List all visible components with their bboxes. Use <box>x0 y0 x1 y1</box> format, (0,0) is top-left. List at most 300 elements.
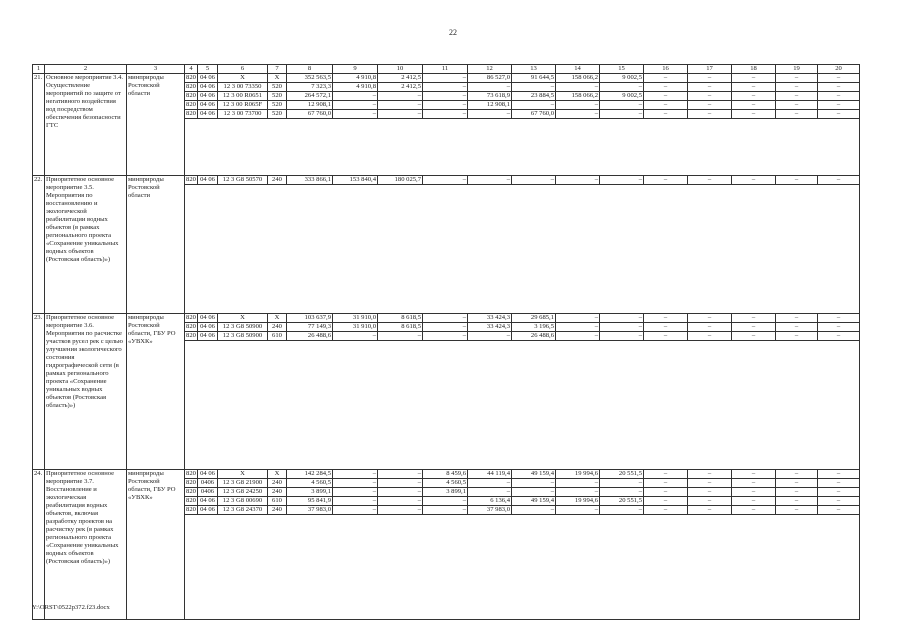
empty-filler-cell <box>185 595 860 603</box>
table-cell: 12 3 G8 50570 <box>218 176 268 185</box>
measure-name: Основное мероприятие 3.4. Осуществление мероприятий по защите от негативного воздействия вод посредством обеспечения безопасности ГТС <box>45 74 127 176</box>
table-cell: X <box>218 314 268 323</box>
column-header: 16 <box>644 65 688 74</box>
table-cell: 12 3 G8 00690 <box>218 497 268 506</box>
file-path-footer: Y:\ORST\0522p372.f23.docx <box>32 604 110 611</box>
table-cell: – <box>600 323 644 332</box>
table-cell: – <box>644 323 688 332</box>
row-number: 23. <box>33 314 45 470</box>
table-cell: 240 <box>268 323 287 332</box>
table-cell: – <box>468 83 512 92</box>
table-cell: – <box>600 479 644 488</box>
empty-filler-cell <box>185 241 860 249</box>
table-cell: 04 06 <box>198 506 218 515</box>
table-cell: 73 618,9 <box>468 92 512 101</box>
empty-filler-cell <box>185 127 860 135</box>
table-cell: 9 002,5 <box>600 92 644 101</box>
empty-filler-cell <box>185 579 860 587</box>
table-cell: – <box>688 83 732 92</box>
empty-filler-cell <box>185 405 860 413</box>
table-cell: 240 <box>268 488 287 497</box>
table-cell: – <box>818 506 860 515</box>
table-cell: – <box>776 488 818 497</box>
table-cell: 520 <box>268 83 287 92</box>
table-cell: 820 <box>186 92 196 99</box>
empty-filler-cell <box>185 357 860 365</box>
table-cell: 7 323,3 <box>287 83 333 92</box>
table-cell: – <box>776 479 818 488</box>
measure-name: Приоритетное основное мероприятие 3.6. Мероприятия по расчистке участков русел рек с целью улучшения экологического состояния гидрографической сети (в рамках регионального проекта «Сохранение уникальных водных объектов (Ростовская область)») <box>45 314 127 470</box>
table-cell: – <box>512 506 556 515</box>
table-cell: 12 3 G8 24370 <box>218 506 268 515</box>
table-cell: – <box>644 101 688 110</box>
table-cell: – <box>818 488 860 497</box>
table-cell: 2 412,5 <box>378 74 423 83</box>
table-cell: – <box>556 176 600 185</box>
table-cell: 610 <box>268 497 287 506</box>
table-cell: – <box>818 470 860 479</box>
table-cell: – <box>378 479 423 488</box>
table-cell: – <box>333 110 378 119</box>
table-cell: – <box>556 479 600 488</box>
table-cell: 820 <box>186 497 196 504</box>
table-cell: – <box>378 110 423 119</box>
table-cell: – <box>818 497 860 506</box>
table-cell: – <box>688 470 732 479</box>
table-cell: – <box>688 176 732 185</box>
table-cell: – <box>818 323 860 332</box>
table-cell: 26 488,6 <box>287 332 333 341</box>
table-cell: 04 06 <box>198 323 218 332</box>
table-cell: – <box>468 479 512 488</box>
table-cell: – <box>818 176 860 185</box>
table-cell: – <box>688 101 732 110</box>
table-cell: 77 149,3 <box>287 323 333 332</box>
table-cell: 12 3 G8 50900 <box>218 323 268 332</box>
column-header: 1 <box>33 65 45 74</box>
table-cell: – <box>600 176 644 185</box>
empty-filler-cell <box>185 281 860 289</box>
empty-filler-cell <box>185 225 860 233</box>
table-cell: – <box>512 488 556 497</box>
table-cell: – <box>423 332 468 341</box>
table-cell: 26 488,6 <box>512 332 556 341</box>
empty-filler-cell <box>185 217 860 225</box>
empty-filler-cell <box>185 547 860 555</box>
table-cell: – <box>688 74 732 83</box>
table-cell: – <box>732 488 776 497</box>
table-cell: 153 840,4 <box>333 176 378 185</box>
table-cell: – <box>776 332 818 341</box>
table-cell: – <box>600 101 644 110</box>
table-cell: 4 910,8 <box>333 74 378 83</box>
table-cell: 820 <box>186 101 196 108</box>
table-cell: – <box>468 176 512 185</box>
empty-filler-cell <box>185 135 860 143</box>
table-cell: 9 002,5 <box>600 74 644 83</box>
table-cell: – <box>512 101 556 110</box>
table-cell: – <box>776 497 818 506</box>
table-cell: 20 551,5 <box>600 497 644 506</box>
table-cell: – <box>644 479 688 488</box>
table-cell: 8 459,6 <box>423 470 468 479</box>
table-cell: 820 <box>186 470 196 477</box>
empty-filler-cell <box>185 119 860 128</box>
table-cell: – <box>423 506 468 515</box>
table-cell: 4 910,8 <box>333 83 378 92</box>
table-cell: 12 3 G8 50900 <box>218 332 268 341</box>
budget-table <box>32 64 860 620</box>
empty-filler-cell <box>185 265 860 273</box>
executor: минприроды Ростовской области, ГБУ РО «УВХК» <box>127 314 185 470</box>
table-cell: 8 618,5 <box>378 314 423 323</box>
table-cell: – <box>333 101 378 110</box>
table-row <box>33 470 860 479</box>
table-cell: 610 <box>268 332 287 341</box>
table-cell: – <box>556 314 600 323</box>
empty-filler-cell <box>185 143 860 151</box>
table-cell: – <box>423 101 468 110</box>
column-header: 12 <box>468 65 512 74</box>
table-cell: – <box>688 92 732 101</box>
table-cell: – <box>732 74 776 83</box>
empty-filler-cell <box>185 437 860 445</box>
table-cell: – <box>423 92 468 101</box>
table-cell: 12 3 00 73350 <box>218 83 268 92</box>
table-cell: – <box>333 92 378 101</box>
table-cell: 04 06 <box>198 101 218 110</box>
table-cell: – <box>688 497 732 506</box>
table-cell: 23 884,5 <box>512 92 556 101</box>
table-cell: 12 908,1 <box>287 101 333 110</box>
column-header: 18 <box>732 65 776 74</box>
table-cell: – <box>378 488 423 497</box>
empty-filler-cell <box>185 611 860 620</box>
table-cell: – <box>468 488 512 497</box>
table-cell: – <box>776 176 818 185</box>
table-cell: – <box>732 176 776 185</box>
table-cell: – <box>512 176 556 185</box>
table-cell: 3 899,1 <box>287 488 333 497</box>
table-cell: X <box>268 74 287 83</box>
table-cell: – <box>556 101 600 110</box>
table-cell: – <box>423 83 468 92</box>
table-cell: – <box>732 110 776 119</box>
table-cell: 91 644,5 <box>512 74 556 83</box>
table-cell: – <box>378 101 423 110</box>
table-cell: – <box>423 110 468 119</box>
empty-filler-cell <box>185 297 860 305</box>
table-cell: 19 994,6 <box>556 497 600 506</box>
table-cell: – <box>644 74 688 83</box>
table-cell: – <box>644 92 688 101</box>
table-cell: 12 3 00 R0651 <box>218 92 268 101</box>
table-cell: 33 424,3 <box>468 323 512 332</box>
column-header: 8 <box>287 65 333 74</box>
table-cell: – <box>732 83 776 92</box>
table-cell: – <box>468 110 512 119</box>
table-cell: – <box>644 506 688 515</box>
table-cell: 04 06 <box>198 176 218 185</box>
table-cell: 352 563,5 <box>287 74 333 83</box>
table-cell: – <box>732 332 776 341</box>
table-cell: 142 284,5 <box>287 470 333 479</box>
table-cell: 820 <box>186 314 196 321</box>
empty-filler-cell <box>185 563 860 571</box>
table-cell: – <box>600 110 644 119</box>
table-cell: – <box>644 497 688 506</box>
empty-filler-cell <box>185 429 860 437</box>
table-cell: 3 899,1 <box>423 488 468 497</box>
table-cell: 0406 <box>198 479 218 488</box>
table-cell: – <box>600 506 644 515</box>
table-cell: 264 572,1 <box>287 92 333 101</box>
table-cell: – <box>644 488 688 497</box>
table-cell: 3 196,5 <box>512 323 556 332</box>
table-cell: – <box>732 92 776 101</box>
table-cell: – <box>776 74 818 83</box>
table-cell: 04 06 <box>198 332 218 341</box>
table-row <box>33 314 860 323</box>
column-header: 2 <box>45 65 127 74</box>
table-cell: – <box>644 176 688 185</box>
measure-name: Приоритетное основное мероприятие 3.7. Восстановление и экологическая реабилитация водных объектов, включая разработку проектов на расчистку рек (в рамках регионального проекта «Сохранение уникальных водных объектов (Ростовская область)») <box>45 470 127 620</box>
table-cell: – <box>644 332 688 341</box>
table-cell: 240 <box>268 506 287 515</box>
table-cell: 33 424,3 <box>468 314 512 323</box>
table-cell: – <box>732 497 776 506</box>
empty-filler-cell <box>185 389 860 397</box>
table-cell: – <box>556 323 600 332</box>
table-cell: – <box>423 74 468 83</box>
table-cell: X <box>218 470 268 479</box>
table-cell: – <box>776 92 818 101</box>
column-header: 11 <box>423 65 468 74</box>
empty-filler-cell <box>185 159 860 167</box>
column-header: 14 <box>556 65 600 74</box>
column-header: 4 <box>185 65 198 74</box>
empty-filler-cell <box>185 555 860 563</box>
table-cell: 820 <box>186 488 196 495</box>
table-cell: – <box>644 110 688 119</box>
table-cell: 820 <box>186 332 196 339</box>
column-header: 10 <box>378 65 423 74</box>
table-cell: 31 910,0 <box>333 314 378 323</box>
table-cell: 8 618,5 <box>378 323 423 332</box>
table-cell: – <box>688 479 732 488</box>
table-cell: 04 06 <box>198 497 218 506</box>
table-cell: – <box>818 83 860 92</box>
empty-filler-cell <box>185 381 860 389</box>
table-cell: 4 560,5 <box>423 479 468 488</box>
table-cell: – <box>732 314 776 323</box>
table-cell: – <box>423 176 468 185</box>
table-cell: 04 06 <box>198 110 218 119</box>
empty-filler-cell <box>185 461 860 470</box>
table-cell: – <box>688 332 732 341</box>
empty-filler-cell <box>185 289 860 297</box>
table-cell: – <box>378 470 423 479</box>
table-cell: 12 3 G8 21900 <box>218 479 268 488</box>
table-cell: 820 <box>186 479 196 486</box>
table-cell: – <box>818 332 860 341</box>
table-cell: – <box>818 479 860 488</box>
table-cell: – <box>512 83 556 92</box>
table-cell: 37 983,0 <box>287 506 333 515</box>
table-cell: 2 412,5 <box>378 83 423 92</box>
empty-filler-cell <box>185 515 860 524</box>
empty-filler-cell <box>185 571 860 579</box>
table-cell: 04 06 <box>198 74 218 83</box>
empty-filler-cell <box>185 523 860 531</box>
table-cell: 04 06 <box>198 314 218 323</box>
table-cell: – <box>776 506 818 515</box>
table-cell: 158 066,2 <box>556 74 600 83</box>
table-cell: 95 841,9 <box>287 497 333 506</box>
table-cell: 820 <box>186 506 196 513</box>
table-cell: – <box>818 92 860 101</box>
table-cell: – <box>732 323 776 332</box>
column-header: 5 <box>198 65 218 74</box>
column-header: 9 <box>333 65 378 74</box>
table-cell: – <box>818 110 860 119</box>
table-cell: – <box>556 110 600 119</box>
empty-filler-cell <box>185 273 860 281</box>
table-cell: – <box>333 497 378 506</box>
column-header: 3 <box>127 65 185 74</box>
table-cell: 6 136,4 <box>468 497 512 506</box>
table-cell: – <box>776 110 818 119</box>
table-cell: – <box>732 479 776 488</box>
table-cell: – <box>378 332 423 341</box>
table-cell: – <box>688 314 732 323</box>
table-cell: 12 3 00 73700 <box>218 110 268 119</box>
table-cell: 820 <box>186 323 196 330</box>
empty-filler-cell <box>185 413 860 421</box>
empty-filler-cell <box>185 603 860 611</box>
table-cell: – <box>512 479 556 488</box>
empty-filler-cell <box>185 373 860 381</box>
empty-filler-cell <box>185 193 860 201</box>
table-cell: 86 527,0 <box>468 74 512 83</box>
table-cell: – <box>468 332 512 341</box>
table-cell: – <box>600 83 644 92</box>
table-cell: – <box>333 479 378 488</box>
empty-filler-cell <box>185 397 860 405</box>
table-cell: 820 <box>186 110 196 117</box>
table-cell: 520 <box>268 110 287 119</box>
table-cell: 12 3 00 R065F <box>218 101 268 110</box>
empty-filler-cell <box>185 151 860 159</box>
table-cell: – <box>556 83 600 92</box>
table-cell: 67 760,0 <box>512 110 556 119</box>
table-cell: 820 <box>186 74 196 81</box>
row-number: 21. <box>33 74 45 176</box>
empty-filler-cell <box>185 531 860 539</box>
row-number: 22. <box>33 176 45 314</box>
column-header: 6 <box>218 65 268 74</box>
executor: минприроды Ростовской области, ГБУ РО «УВХК» <box>127 470 185 620</box>
table-cell: 31 910,0 <box>333 323 378 332</box>
table-cell: – <box>776 101 818 110</box>
table-cell: – <box>818 74 860 83</box>
table-cell: 44 119,4 <box>468 470 512 479</box>
table-cell: – <box>818 101 860 110</box>
empty-filler-cell <box>185 233 860 241</box>
table-cell: 180 025,7 <box>378 176 423 185</box>
table-cell: – <box>776 83 818 92</box>
table-cell: – <box>644 314 688 323</box>
table-cell: 12 908,1 <box>468 101 512 110</box>
table-cell: 103 637,9 <box>287 314 333 323</box>
table-cell: – <box>333 488 378 497</box>
table-cell: – <box>600 488 644 497</box>
column-header: 17 <box>688 65 732 74</box>
empty-filler-cell <box>185 305 860 314</box>
table-cell: 520 <box>268 101 287 110</box>
table-cell: – <box>732 470 776 479</box>
table-cell: – <box>423 323 468 332</box>
table-cell: 240 <box>268 176 287 185</box>
empty-filler-cell <box>185 453 860 461</box>
table-cell: – <box>333 506 378 515</box>
table-cell: – <box>776 314 818 323</box>
empty-filler-cell <box>185 167 860 176</box>
empty-filler-cell <box>185 249 860 257</box>
table-cell: – <box>423 314 468 323</box>
page-number: 22 <box>449 28 457 37</box>
empty-filler-cell <box>185 257 860 265</box>
table-cell: 04 06 <box>198 470 218 479</box>
row-number: 24. <box>33 470 45 620</box>
table-cell: – <box>333 332 378 341</box>
table-cell: 49 159,4 <box>512 470 556 479</box>
empty-filler-cell <box>185 587 860 595</box>
table-cell: 20 551,5 <box>600 470 644 479</box>
table-cell: 04 06 <box>198 83 218 92</box>
empty-filler-cell <box>185 341 860 350</box>
table-cell: – <box>378 506 423 515</box>
table-cell: – <box>556 506 600 515</box>
table-cell: – <box>688 506 732 515</box>
column-header: 19 <box>776 65 818 74</box>
empty-filler-cell <box>185 421 860 429</box>
table-cell: – <box>688 488 732 497</box>
table-cell: – <box>600 332 644 341</box>
table-cell: – <box>333 470 378 479</box>
table-cell: – <box>688 323 732 332</box>
table-row <box>33 176 860 185</box>
table-cell: 12 3 G8 24250 <box>218 488 268 497</box>
table-cell: 520 <box>268 92 287 101</box>
column-header: 20 <box>818 65 860 74</box>
column-header: 7 <box>268 65 287 74</box>
empty-filler-cell <box>185 539 860 547</box>
table-cell: – <box>776 323 818 332</box>
table-cell: 820 <box>186 176 196 183</box>
executor: минприроды Ростовской области <box>127 74 185 176</box>
table-cell: 158 066,2 <box>556 92 600 101</box>
table-cell: 49 159,4 <box>512 497 556 506</box>
table-cell: – <box>818 314 860 323</box>
empty-filler-cell <box>185 201 860 209</box>
table-cell: 19 994,6 <box>556 470 600 479</box>
table-cell: 0406 <box>198 488 218 497</box>
table-cell: – <box>732 101 776 110</box>
table-cell: – <box>556 332 600 341</box>
table-row <box>33 74 860 83</box>
empty-filler-cell <box>185 349 860 357</box>
